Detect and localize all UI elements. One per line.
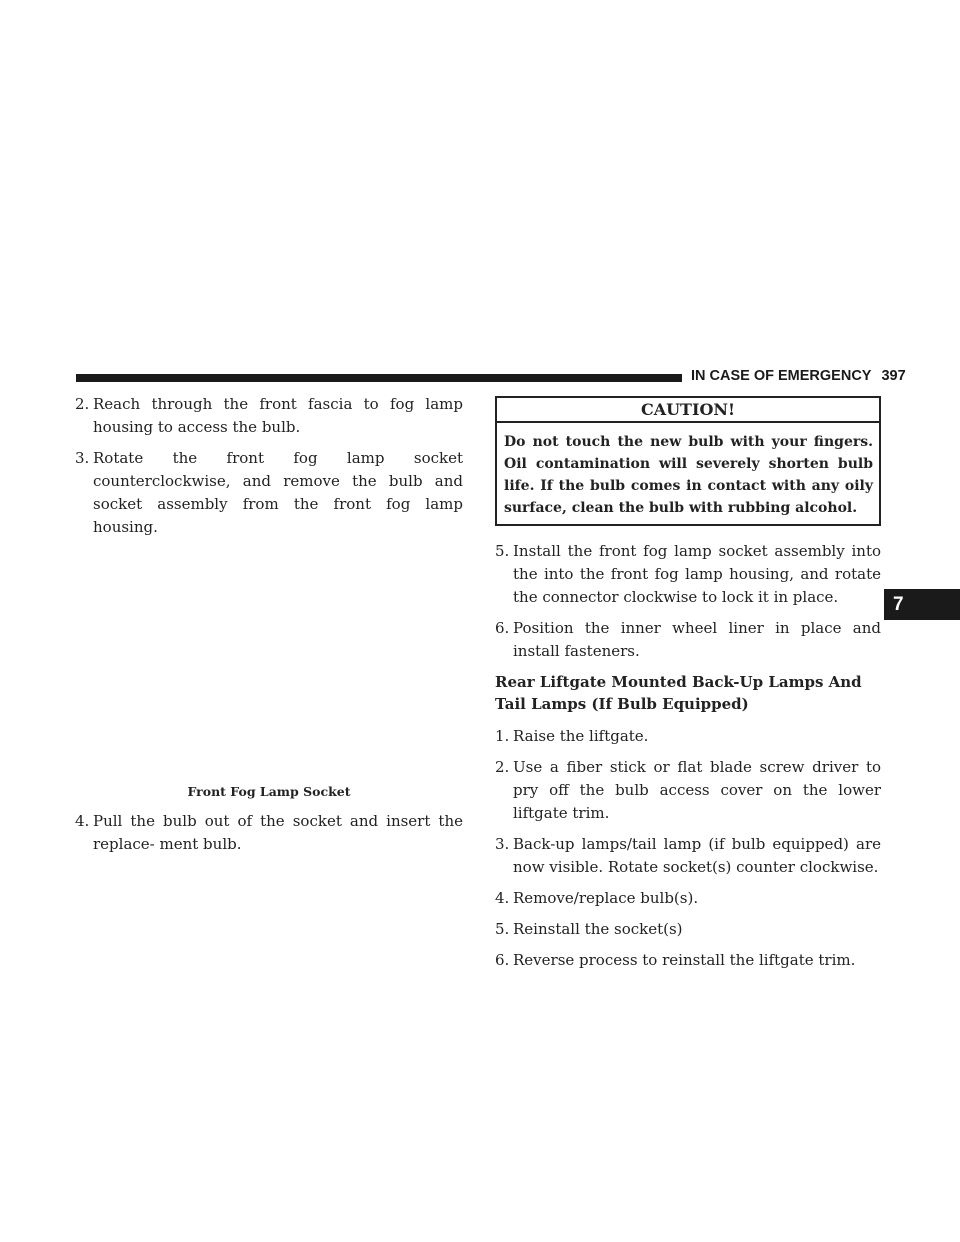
step-item	[495, 949, 881, 972]
step-text: Back-up lamps/tail lamp (if bulb equipped) are now visible. Rotate socket(s) counter clockwise.	[513, 835, 881, 876]
step-number: 2.	[495, 758, 510, 776]
step-number: 1.	[495, 727, 510, 745]
caution-box	[495, 396, 881, 526]
step-text: Remove/replace bulb(s).	[513, 889, 699, 907]
step-number: 5.	[495, 920, 510, 938]
step-text: Position the inner wheel liner in place and install fasteners.	[513, 619, 881, 660]
step-number: 4.	[75, 812, 90, 830]
step-number: 3.	[495, 835, 510, 853]
step-item	[495, 833, 881, 879]
page-number: 397	[881, 368, 906, 384]
chapter-tab: 7	[884, 589, 960, 620]
step-text: Reach through the front fascia to fog lamp housing to access the bulb.	[93, 395, 463, 436]
step-item	[495, 540, 881, 609]
step-item	[75, 393, 463, 439]
step-number: 3.	[75, 449, 90, 467]
figure-caption: Front Fog Lamp Socket	[187, 784, 351, 799]
caution-body: Do not touch the new bulb with your fingers. Oil contamination will severely shorten bulb life. If the bulb comes in contact with any oily surface, clean the bulb with rubbing alcohol.	[504, 434, 873, 516]
step-text: Raise the liftgate.	[513, 727, 649, 745]
step-text: Use a fiber stick or flat blade screw driver to pry off the bulb access cover on the lower liftgate trim.	[513, 758, 881, 822]
step-number: 6.	[495, 951, 510, 969]
step-item	[495, 756, 881, 825]
step-text: Rotate the front fog lamp socket counterclockwise, and remove the bulb and socket assembly from the front fog lamp housing.	[93, 449, 463, 536]
step-item	[495, 617, 881, 663]
left-column	[75, 393, 463, 864]
subheading: Rear Liftgate Mounted Back-Up Lamps And Tail Lamps (If Bulb Equipped)	[495, 673, 862, 713]
step-text: Reinstall the socket(s)	[513, 920, 683, 938]
figure-image-area	[75, 547, 463, 784]
step-number: 2.	[75, 395, 90, 413]
step-item	[75, 810, 463, 856]
step-item	[75, 447, 463, 539]
right-column	[495, 396, 881, 980]
running-header	[691, 368, 906, 384]
step-item	[495, 918, 881, 941]
header-rule	[76, 374, 682, 382]
step-number: 5.	[495, 542, 510, 560]
step-text: Reverse process to reinstall the liftgate trim.	[513, 951, 856, 969]
step-text: Pull the bulb out of the socket and insert the replace- ment bulb.	[93, 812, 463, 853]
step-number: 6.	[495, 619, 510, 637]
section-title: IN CASE OF EMERGENCY	[691, 368, 872, 384]
caution-title: CAUTION!	[497, 398, 879, 423]
step-item	[495, 725, 881, 748]
step-item	[495, 887, 881, 910]
step-number: 4.	[495, 889, 510, 907]
step-text: Install the front fog lamp socket assembly into the into the front fog lamp housing, and rotate the connector clockwise to lock it in place.	[513, 542, 881, 606]
